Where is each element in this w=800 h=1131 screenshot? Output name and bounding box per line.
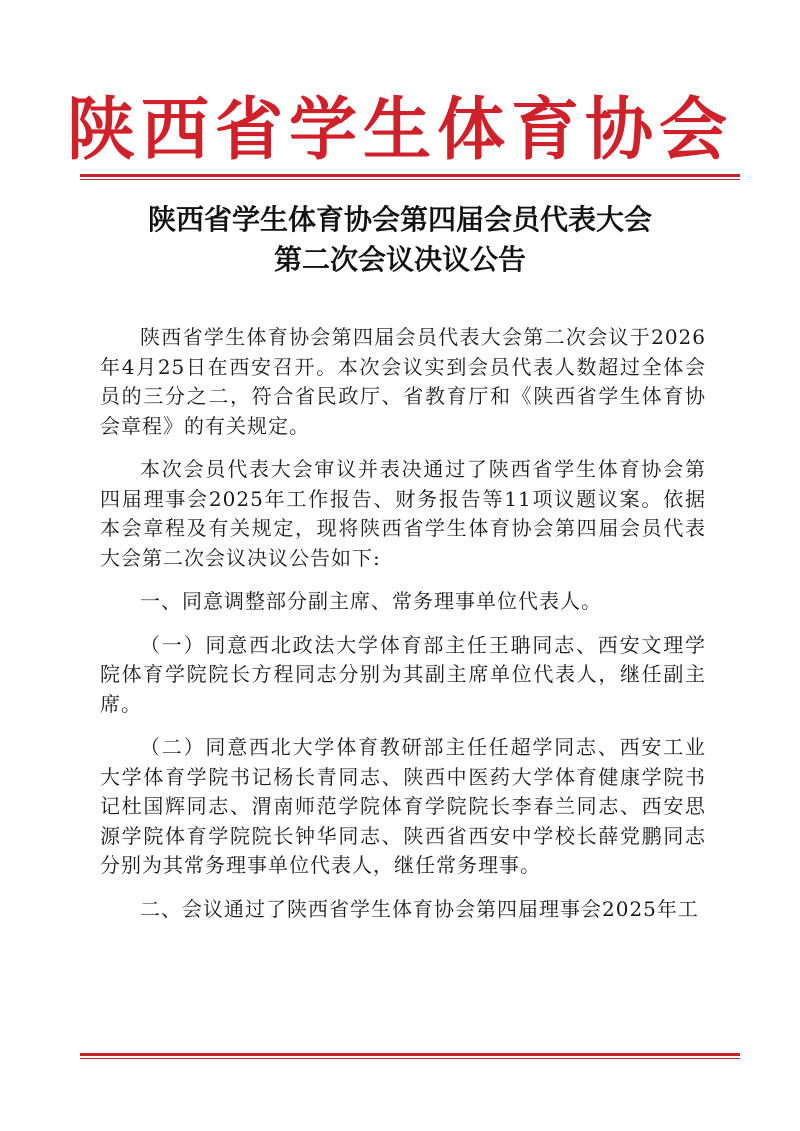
paragraph-meeting-intro: 陕西省学生体育协会第四届会员代表大会第二次会议于2026年4月25日在西安召开。本次会议实到会员代表人数超过全体会员的三分之二，符合省民政厅、省教育厅和《陕西省学生体育协会章程》的有关规定。 [100, 325, 706, 438]
letterhead-org-name: 陕西省学生体育协会 [66, 90, 733, 170]
footer-divider [80, 1053, 740, 1059]
footer-divider-thin-line [80, 1058, 740, 1059]
paragraph-item-1-sub-2: （二）同意西北大学体育教研部主任任超学同志、西安工业大学体育学院书记杨长青同志、陕西中医药大学体育健康学院书记杜国辉同志、渭南师范学院体育学院院长李春兰同志、西安思源学院体育学院院长钟华同志、陕西省西安中学校长薛党鹏同志分别为其常务理事单位代表人，继任常务理事。 [100, 735, 706, 877]
paragraph-item-1-heading: 一、同意调整部分副主席、常务理事单位代表人。 [140, 589, 602, 613]
document-title-line-2: 第二次会议决议公告 [273, 243, 526, 276]
document-title-line-1: 陕西省学生体育协会第四届会员代表大会 [147, 203, 652, 236]
paragraph-item-2-start: 二、会议通过了陕西省学生体育协会第四届理事会2025年工 [140, 896, 699, 921]
paragraph-resolution-summary: 本次会员代表大会审议并表决通过了陕西省学生体育协会第四届理事会2025年工作报告、财务报告等11项议题议案。依据本会章程及有关规定，现将陕西省学生体育协会第四届会员代表大会第二次会议决议公告如下: [100, 457, 706, 570]
divider-thick-line [80, 174, 740, 177]
paragraph-item-1-sub-1: （一）同意西北政法大学体育部主任王聃同志、西安文理学院体育学院院长方程同志分别为其副主席单位代表人，继任副主席。 [100, 632, 706, 716]
letterhead-divider [80, 174, 740, 180]
divider-thin-line [80, 179, 740, 180]
document-body [100, 323, 706, 938]
footer-divider-thick-line [80, 1053, 740, 1056]
